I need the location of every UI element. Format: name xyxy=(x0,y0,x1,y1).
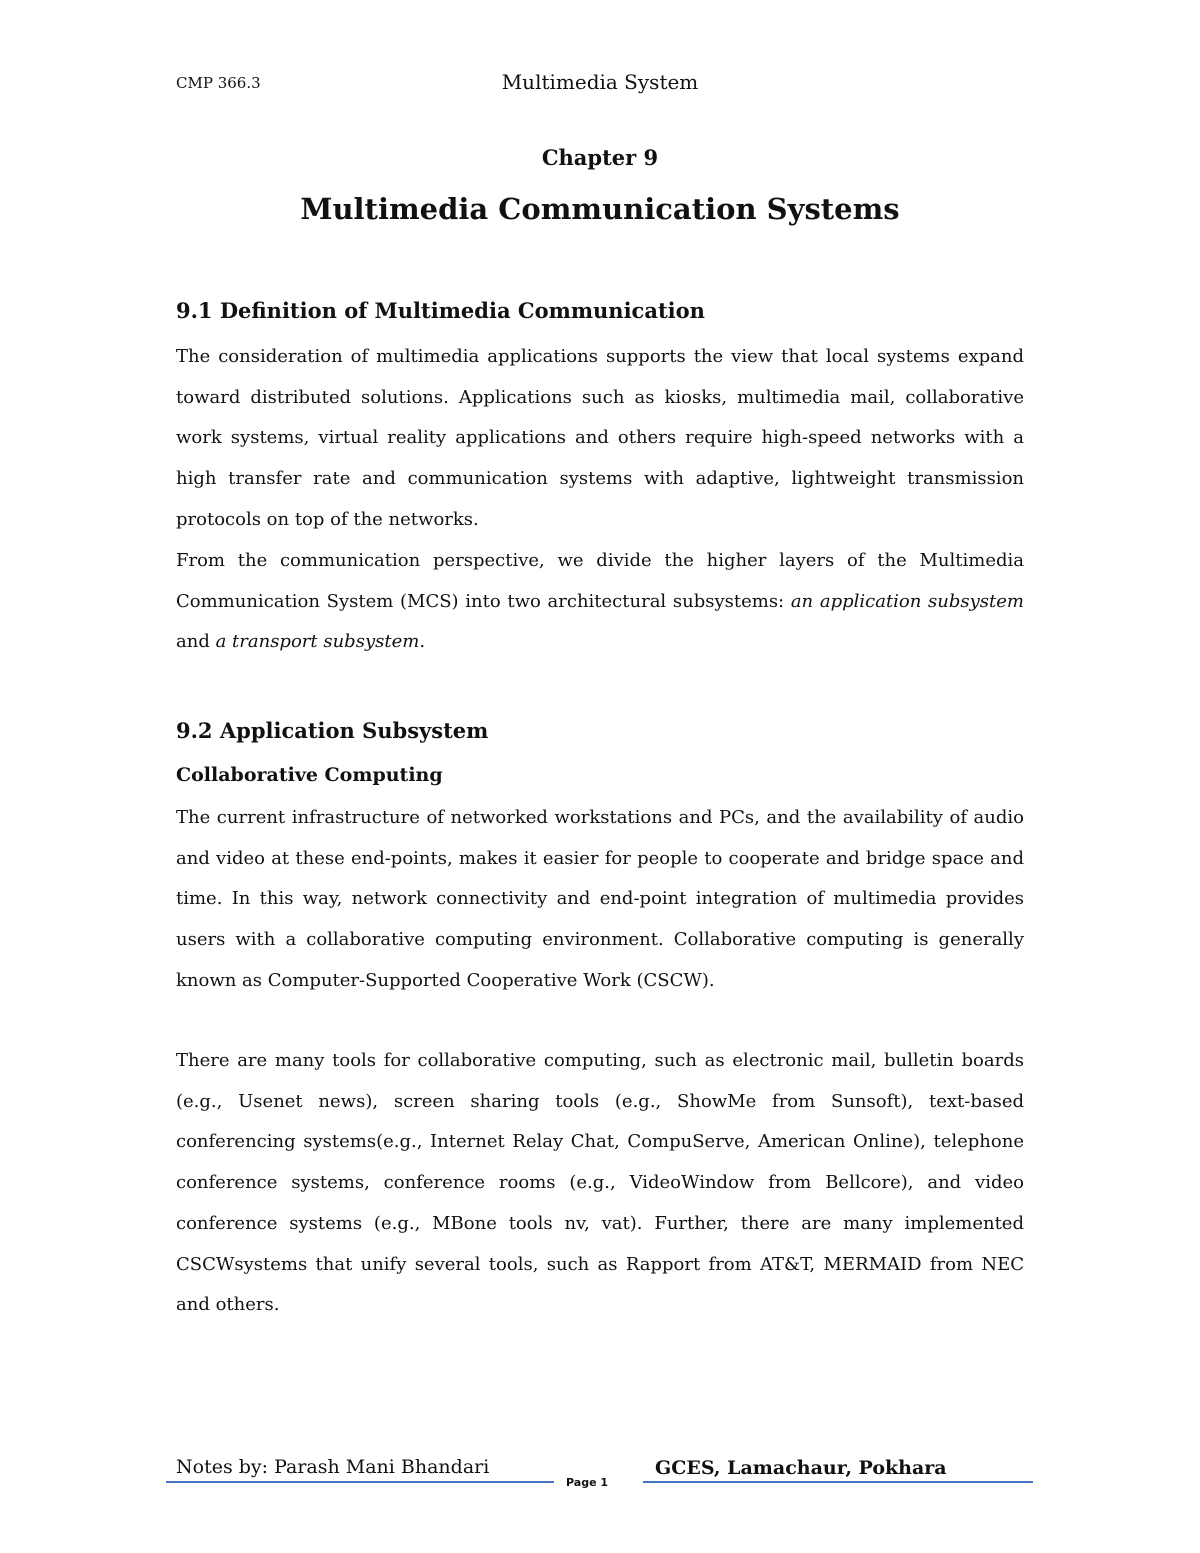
para2-start: From the communication perspective, we divide the higher layers of the Multimedia Communication System (MCS) into two architectural subsystems: xyxy=(176,550,1024,612)
chapter-title: Multimedia Communication Systems xyxy=(300,192,900,226)
section-9-1-paragraph-2 xyxy=(176,541,1024,663)
footer-notes-by: Notes by: Parash Mani Bhandari xyxy=(176,1456,490,1478)
header-title: Multimedia System xyxy=(501,70,699,94)
footer-institution: GCES, Lamachaur, Pokhara xyxy=(655,1457,947,1479)
para2-emphasis-transport: a transport subsystem xyxy=(215,631,420,653)
footer-page-number: Page 1 xyxy=(566,1476,609,1489)
section-heading-9-1: 9.1 Definition of Multimedia Communication xyxy=(176,298,705,323)
para2-emphasis-application: an application subsystem xyxy=(790,590,1025,612)
header-course-code: CMP 366.3 xyxy=(176,74,261,92)
section-9-1-paragraph-1: The consideration of multimedia applications supports the view that local systems expand toward distributed solutions. Applications such as kiosks, multimedia mail, collaborative work systems, virtual reality applications and others require high-speed networks with a high transfer rate and communication systems with adaptive, lightweight transmission protocols on top of the networks. xyxy=(176,346,1024,530)
footer-rule-right xyxy=(643,1481,1033,1483)
section-9-2-paragraph-2: There are many tools for collaborative computing, such as electronic mail, bulletin boards (e.g., Usenet news), screen sharing tools (e.g., ShowMe from Sunsoft), text-based conferencing systems(e.g., Internet Relay Chat, CompuServe, American Online), telephone conference systems, conference rooms (e.g., VideoWindow from Bellcore), and video conference systems (e.g., MBone tools nv, vat). Further, there are many implemented CSCWsystems that unify several tools, such as Rapport from AT&T, MERMAID from NEC and others. xyxy=(176,1050,1024,1316)
para2-end: . xyxy=(419,631,426,653)
para2-mid: and xyxy=(176,631,216,653)
section-9-2-paragraph-1: The current infrastructure of networked workstations and PCs, and the availability of audio and video at these end-points, makes it easier for people to cooperate and bridge space and time. In this way, network connectivity and end-point integration of multimedia provides users with a collaborative computing environment. Collaborative computing is generally known as Computer-Supported Cooperative Work (CSCW). xyxy=(176,807,1024,991)
footer-rule-left xyxy=(166,1481,554,1483)
chapter-label: Chapter 9 xyxy=(541,145,659,170)
subheading-collaborative-computing: Collaborative Computing xyxy=(176,764,443,786)
section-heading-9-2: 9.2 Application Subsystem xyxy=(176,718,489,743)
